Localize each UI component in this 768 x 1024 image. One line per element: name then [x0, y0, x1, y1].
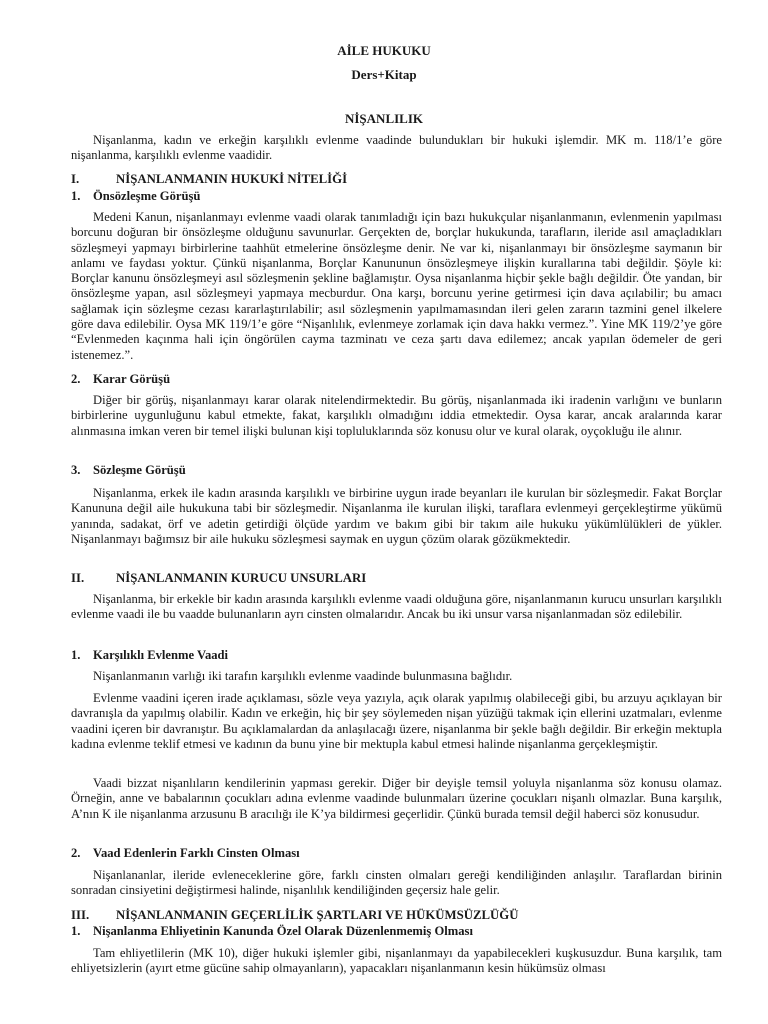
paragraph-sozlesme: Nişanlanma, erkek ile kadın arasında karşılıklı ve birbirine uygun irade beyanları ile kurulan bir sözleşmedir. Fakat Borçlar Kanununa değil aile hukukuna tabi bir sözleşmedir. Nişanlanma ile kurulan ilişki, taraflara evlenmeyi gerçekleştirme yükümü yanında, sadakat, örf ve adetin getirdiği ölçüde yardım ve bakım gibi bir takım aile hukuku yükümlülükleri de yükler. Nişanlanmayı bağımsız bir aile hukuku sözleşmesi saymak en uygun çözüm olarak gözükmektedir.	[71, 486, 722, 546]
subheading-farkli-cins	[71, 846, 300, 861]
paragraph-vaad-1: Nişanlanmanın varlığı iki tarafın karşılıklı evlenme vaadinde bulunmasına bağlıdır.	[93, 669, 513, 683]
subheading-number: 1.	[71, 924, 81, 938]
document-subtitle: Ders+Kitap	[351, 67, 417, 82]
subheading-text: Karar Görüşü	[93, 372, 171, 386]
paragraph-cins: Nişanlananlar, ileride evleneceklerine göre, farklı cinsten olmaları gereği kendiliğinden anlaşılır. Taraflardan birinin sonradan cinsiyetini değiştirmesi halinde, nişanlılık kendiliğinden geçersiz hale gelir.	[71, 868, 722, 898]
heading-kurucu-unsurlar	[71, 571, 366, 586]
paragraph-onsozlesme: Medeni Kanun, nişanlanmayı evlenme vaadi olarak tanımladığı için bazı hukukçular nişanlanmanın, evlenmenin yapılması borcunu doğuran bir önsözleşme olduğunu savunurlar. Gerçekten de, borçlar hukukunda, tarafların, ileride asıl amaçladıkları sözleşmeyi yapmayı birbirlerine taahhüt etmelerine önsözleşme denir. Ne var ki, nişanlanmayı bir önsözleşme saymanın bir anlamı ve faydası yoktur. Çünkü nişanlanma, Borçlar Kanununun önsözleşmeye ilişkin kurallarına tabi değildir. Şöyle ki: Borçlar kanunu önsözleşmeyi asıl sözleşmenin şekline bağlamıştır. Oysa nişanlanma hiçbir şekle bağlı değildir. Öte yandan, bir önsözleşme yapan, asıl sözleşmeyi yapmaya mecburdur. Ona karşı, borcunu yerine getirmesi için dava açılabilir; bu amacı sağlamak için sözleşme cezası kararlaştırılabilir; asıl sözleşmenin yapılmamasından ileri gelen zararın tazmini genel ilkelere göre dava edilebilir. Oysa MK 119/1’e göre “Nişanlılık, evlenmeye zorlamak için dava hakkı vermez.”. Yine MK 119/2’ye göre “Evlenmeden kaçınma hali için öngörülen cayma tazminatı ve ceza şartı dava edilemez; ancak yapılan ödemeler de geri istenemez.”.	[71, 210, 722, 362]
intro-paragraph: Nişanlanma, kadın ve erkeğin karşılıklı evlenme vaadinde bulundukları bir hukuki işlemdir. MK m. 118/1’e göre nişanlanma, karşılıklı evlenme vaadidir.	[71, 133, 722, 163]
paragraph-kurucu: Nişanlanma, bir erkekle bir kadın arasında karşılıklı evlenme vaadi olduğuna göre, nişanlanmanın kurucu unsurları karşılıklı evlenme vaadi ile bu vaadde bulunanların ayrı cinsten olmalarıdır. Ancak bu iki unsur varsa nişanlanmadan söz edilebilir.	[71, 592, 722, 622]
subheading-number: 2.	[71, 372, 81, 386]
heading-number: III.	[71, 908, 90, 922]
subheading-number: 1.	[71, 648, 81, 662]
paragraph-karar: Diğer bir görüş, nişanlanmayı karar olarak nitelendirmektedir. Bu görüş, nişanlanmada iki iradenin varlığını ve bunların birbirlerine uygunluğunu kabul etmekte, fakat, karşılıklı olmadığını iddia etmektedir. Oysa karar, ancak aralarında karar alınmasına imkan veren bir temel ilişki bulunan kişi topluluklarında söz konusu olur ve kural olarak, oyçokluğu ile alınır.	[71, 393, 722, 438]
heading-gecerlilik	[71, 908, 518, 923]
subheading-text: Vaad Edenlerin Farklı Cinsten Olması	[93, 846, 300, 860]
document-title: AİLE HUKUKU	[337, 43, 431, 58]
subheading-onsozlesme	[71, 189, 200, 204]
subheading-karsilikli-vaad	[71, 648, 228, 663]
heading-text: NİŞANLANMANIN GEÇERLİLİK ŞARTLARI VE HÜKÜMSÜZLÜĞÜ	[116, 908, 519, 922]
heading-number: II.	[71, 571, 85, 585]
heading-text: NİŞANLANMANIN KURUCU UNSURLARI	[116, 571, 367, 585]
subheading-ehliyet	[71, 924, 473, 939]
subheading-text: Önsözleşme Görüşü	[93, 189, 201, 203]
subheading-text: Sözleşme Görüşü	[93, 463, 186, 477]
subheading-number: 3.	[71, 463, 81, 477]
subheading-text: Karşılıklı Evlenme Vaadi	[93, 648, 229, 662]
heading-text: NİŞANLANMANIN HUKUKİ NİTELİĞİ	[116, 172, 348, 186]
paragraph-ehliyet: Tam ehliyetlilerin (MK 10), diğer hukuki işlemler gibi, nişanlanmayı da yapabilecekleri kuşkusuzdur. Buna karşılık, tam ehliyetsizlerin (ayırt etme gücüne sahip olmayanların), yapacakları nişanlanmanın kesin hükümsüz olması	[71, 946, 722, 976]
paragraph-vaad-3: Vaadi bizzat nişanlıların kendilerinin yapması gerekir. Diğer bir deyişle temsil yoluyla nişanlanma söz konusu olamaz. Örneğin, anne ve babalarının çocukları adına evlenme vaadinde bulunmaları üzerine çocukları nişanlı olmazlar. Buna karşılık, A’nın K ile nişanlanma arzusunu B aracılığı ile K’ya bildirmesi geçerlidir. Çünkü burada temsil değil haberci söz konusudur.	[71, 776, 722, 821]
heading-number: I.	[71, 172, 80, 186]
paragraph-vaad-2: Evlenme vaadini içeren irade açıklaması, sözle veya yazıyla, açık olarak yapılmış olabileceği gibi, bu arzuyu açıklayan bir davranışla da yapılmış olabilir. Kadın ve erkeğin, hiç bir şey söylemeden nişan yüzüğü takmak için ellerini uzatmaları, evlenme vaadini içeren bir davranıştır. Bu açıklamalardan da anlaşılacağı üzere, nişanlanma bir şekle bağlı değildir. Bir erkeğin mektupla kadına evlenme teklif etmesi ve kadının da bunu yine bir mektupla kabul etmesi halinde nişanlanma gerçekleşmiştir.	[71, 691, 722, 751]
subheading-number: 1.	[71, 189, 81, 203]
subheading-text: Nişanlanma Ehliyetinin Kanunda Özel Olarak Düzenlenmemiş Olması	[93, 924, 473, 938]
heading-hukuki-nitelik	[71, 172, 347, 187]
subheading-sozlesme	[71, 463, 186, 478]
subheading-number: 2.	[71, 846, 81, 860]
subheading-karar	[71, 372, 170, 387]
section-title: NİŞANLILIK	[344, 111, 424, 126]
